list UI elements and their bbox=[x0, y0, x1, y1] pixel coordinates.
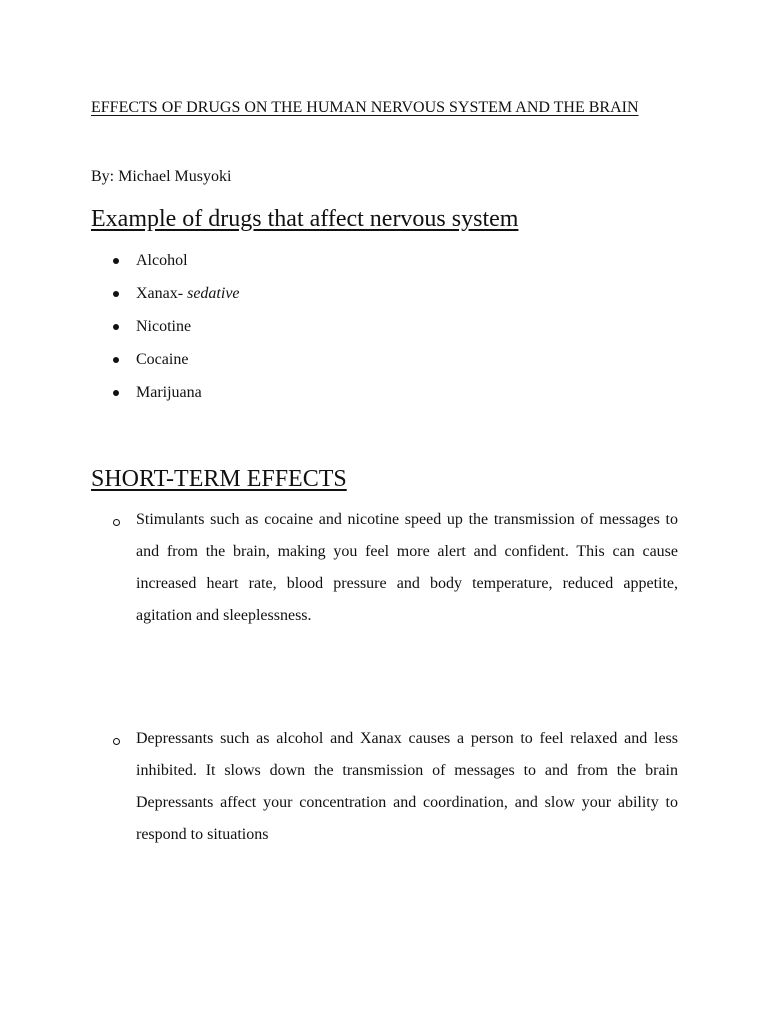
drug-note: sedative bbox=[187, 285, 240, 302]
drug-name: Marijuana bbox=[136, 384, 202, 401]
bullet-icon bbox=[113, 390, 119, 396]
bullet-icon bbox=[113, 357, 119, 363]
bullet-icon bbox=[113, 324, 119, 330]
author-line: By: Michael Musyoki bbox=[91, 168, 232, 185]
effect-item-stimulants bbox=[91, 510, 678, 638]
circle-bullet-icon bbox=[113, 738, 120, 745]
effect-text: Depressants such as alcohol and Xanax causes a person to feel relaxed and less inhibited. It slows down the transmission of messages to and from the brain Depressants affect your concentration and coordination, and slow your ability to respond to situations bbox=[136, 730, 678, 843]
circle-bullet-icon bbox=[113, 519, 120, 526]
effect-text: Stimulants such as cocaine and nicotine speed up the transmission of messages to and from the brain, making you feel more alert and confident. This can cause increased heart rate, blood pressure and body temperature, reduced appetite, agitation and sleeplessness. bbox=[136, 511, 678, 624]
effect-item-depressants bbox=[91, 729, 678, 857]
drug-list bbox=[91, 250, 240, 415]
examples-heading: Example of drugs that affect nervous system bbox=[91, 206, 519, 232]
document-title: EFFECTS OF DRUGS ON THE HUMAN NERVOUS SYSTEM AND THE BRAIN bbox=[91, 99, 639, 116]
bullet-icon bbox=[113, 291, 119, 297]
list-item bbox=[91, 382, 240, 415]
bullet-icon bbox=[113, 258, 119, 264]
short-term-heading: SHORT-TERM EFFECTS bbox=[91, 466, 347, 492]
list-item bbox=[91, 283, 240, 316]
list-item bbox=[91, 349, 240, 382]
drug-name: Xanax- bbox=[136, 285, 188, 302]
drug-name: Alcohol bbox=[136, 252, 188, 269]
drug-name: Nicotine bbox=[136, 318, 192, 335]
list-item bbox=[91, 250, 240, 283]
list-item bbox=[91, 316, 240, 349]
drug-name: Cocaine bbox=[136, 351, 189, 368]
